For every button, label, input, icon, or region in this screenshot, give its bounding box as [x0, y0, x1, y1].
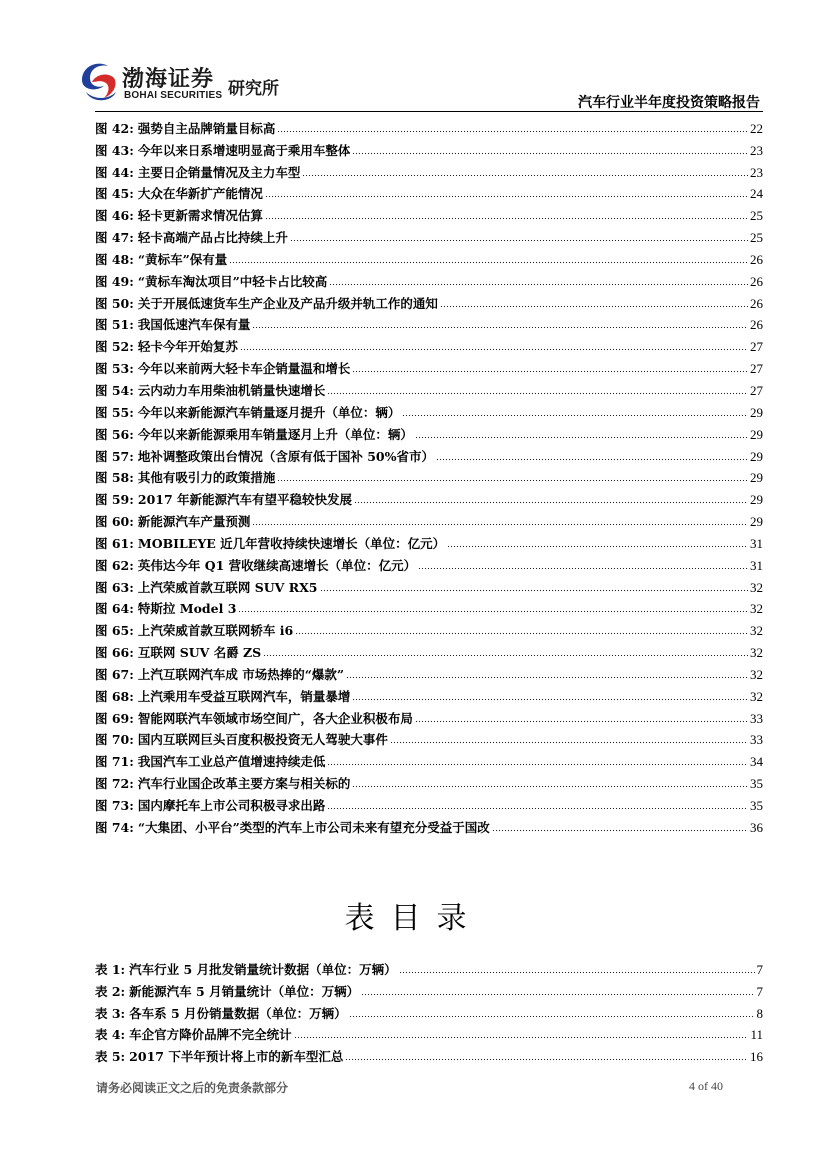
toc-entry-label: 表 1:	[95, 961, 126, 977]
toc-entry-title: 新能源汽车 5 月销量统计（单位：万辆）	[129, 984, 360, 999]
figure-toc-entry[interactable]	[95, 311, 763, 333]
toc-entry-label: 图 47:	[95, 230, 134, 246]
toc-leader-dots	[345, 1058, 748, 1061]
figure-toc-entry[interactable]	[95, 507, 763, 529]
toc-leader-dots	[265, 217, 748, 220]
report-title: 汽车行业半年度投资策略报告	[578, 95, 760, 111]
toc-entry-page: 32	[750, 645, 763, 661]
logo-chinese-name: 渤海证券	[122, 67, 215, 92]
toc-leader-dots	[361, 993, 754, 996]
toc-leader-dots	[277, 130, 748, 133]
toc-leader-dots	[238, 610, 748, 613]
figure-toc-entry[interactable]	[95, 267, 763, 289]
toc-entry-label: 图 73:	[95, 798, 134, 813]
toc-entry-page: 33	[750, 710, 763, 726]
toc-entry-title: 国内互联网巨头百度积极投资无人驾驶大事件	[137, 733, 388, 748]
toc-entry-title: 我国汽车工业总产值增速持续走低	[137, 755, 326, 770]
toc-entry-page: 24	[750, 186, 763, 202]
figure-toc-entry[interactable]	[95, 551, 763, 573]
figure-toc-entry[interactable]	[95, 158, 763, 180]
figure-list	[95, 114, 763, 835]
figure-toc-entry[interactable]	[95, 573, 763, 595]
toc-entry-label: 图 50:	[95, 295, 134, 311]
disclaimer-note: 请务必阅读正文之后的免责条款部分	[96, 1081, 289, 1095]
toc-entry-page: 29	[750, 492, 763, 508]
toc-entry-page: 27	[750, 361, 763, 377]
toc-entry-page: 23	[750, 142, 763, 158]
toc-entry-label: 图 43:	[95, 142, 134, 158]
toc-entry-label: 图 61:	[95, 535, 134, 551]
toc-entry-page: 32	[750, 688, 763, 704]
figure-toc-entry[interactable]	[95, 442, 763, 464]
toc-entry-label: 图 56:	[95, 426, 134, 442]
page-header	[0, 0, 827, 112]
toc-leader-dots	[390, 741, 748, 744]
figure-toc-entry[interactable]	[95, 332, 763, 354]
toc-entry-title: 我国低速汽车保有量	[137, 318, 251, 333]
figure-toc-entry[interactable]	[95, 747, 763, 769]
toc-entry-label: 图 68:	[95, 688, 134, 704]
table-toc-entry[interactable]	[95, 1042, 763, 1064]
toc-leader-dots	[327, 807, 748, 810]
toc-entry-page: 36	[750, 819, 763, 835]
toc-entry-title: 强势自主品牌销量目标高	[137, 121, 276, 136]
toc-entry-label: 图 52:	[95, 339, 134, 355]
toc-entry-title: 轻卡高端产品占比持续上升	[137, 231, 288, 246]
toc-entry-label: 表 2:	[95, 983, 126, 999]
toc-entry-title: 智能网联汽车领域市场空间广，各大企业积极布局	[137, 711, 413, 726]
bohai-logo-icon	[78, 58, 122, 104]
toc-entry-title: 上汽荣威首款互联网 SUV RX5	[137, 580, 318, 595]
toc-leader-dots	[265, 195, 748, 198]
toc-entry-label: 图 65:	[95, 623, 134, 639]
toc-entry-title: 汽车行业 5 月批发销量统计数据（单位：万辆）	[129, 962, 397, 977]
toc-leader-dots	[263, 654, 748, 657]
toc-entry-label: 表 3:	[95, 1005, 126, 1021]
toc-entry-title: 国内摩托车上市公司积极寻求出路	[137, 799, 326, 813]
figure-toc-entry[interactable]	[95, 114, 763, 136]
toc-entry-title: 大众在华新扩产能情况	[137, 187, 263, 202]
toc-leader-dots	[352, 698, 748, 701]
toc-entry-page: 27	[750, 339, 763, 355]
toc-entry-label: 图 74:	[95, 819, 134, 835]
toc-entry-title: 车企官方降价品牌不完全统计	[129, 1028, 292, 1043]
table-list	[95, 955, 763, 1064]
tables-heading: 表目录	[344, 901, 483, 936]
toc-entry-page: 26	[750, 273, 763, 289]
toc-entry-title: 上汽互联网汽车成 市场热捧的“爆款”	[137, 667, 345, 682]
toc-leader-dots	[277, 479, 748, 482]
logo-department: 研究所	[228, 79, 279, 99]
figure-toc-entry[interactable]	[95, 245, 763, 267]
toc-entry-page: 26	[750, 251, 763, 267]
toc-entry-label: 图 55:	[95, 404, 134, 420]
toc-entry-label: 图 58:	[95, 470, 134, 486]
toc-entry-label: 图 71:	[95, 754, 134, 770]
toc-entry-title: MOBILEYE 近几年营收持续快速增长（单位：亿元）	[137, 536, 446, 551]
toc-entry-title: 主要日企销量情况及主力车型	[137, 165, 301, 180]
toc-entry-page: 29	[750, 426, 763, 442]
table-toc-entry[interactable]	[95, 977, 763, 999]
toc-entry-label: 图 51:	[95, 317, 134, 333]
toc-leader-dots	[290, 239, 748, 242]
toc-entry-title: 上汽乘用车受益互联网汽车，销量暴增	[137, 689, 351, 704]
toc-entry-label: 图 66:	[95, 645, 134, 661]
toc-entry-label: 图 49:	[95, 273, 134, 289]
toc-leader-dots	[240, 348, 748, 351]
toc-leader-dots	[295, 632, 748, 635]
figure-toc-entry[interactable]	[95, 464, 763, 486]
toc-entry-label: 图 46:	[95, 208, 134, 224]
toc-entry-title: “大集团、小平台”类型的汽车上市公司未来有望充分受益于国改	[137, 820, 490, 835]
toc-entry-label: 图 63:	[95, 579, 134, 595]
figure-toc-entry[interactable]	[95, 223, 763, 245]
toc-entry-label: 图 62:	[95, 557, 134, 573]
toc-entry-title: 地补调整政策出台情况（含原有低于国补 50%省市）	[137, 449, 435, 464]
toc-entry-page: 34	[750, 754, 763, 770]
figure-toc-entry[interactable]	[95, 791, 763, 813]
toc-entry-page: 25	[750, 230, 763, 246]
toc-entry-page: 7	[756, 983, 763, 999]
toc-leader-dots	[352, 785, 748, 788]
toc-entry-label: 表 4:	[95, 1027, 126, 1043]
toc-entry-title: 今年以来新能源汽车销量逐月提升（单位：辆）	[137, 405, 401, 420]
toc-entry-page: 26	[750, 295, 763, 311]
toc-entry-page: 29	[750, 448, 763, 464]
figure-toc-entry[interactable]	[95, 420, 763, 442]
toc-entry-page: 32	[750, 579, 763, 595]
toc-leader-dots	[399, 971, 755, 974]
figure-toc-entry[interactable]	[95, 769, 763, 791]
toc-entry-title: 英伟达今年 Q1 营收继续高速增长（单位：亿元）	[137, 558, 417, 573]
figure-toc-entry[interactable]	[95, 595, 763, 617]
toc-leader-dots	[320, 589, 749, 592]
toc-entry-page: 33	[750, 732, 763, 748]
toc-entry-label: 图 48:	[95, 251, 134, 267]
figure-toc-entry[interactable]	[95, 660, 763, 682]
toc-entry-page: 7	[756, 961, 763, 977]
toc-leader-dots	[327, 392, 748, 395]
toc-entry-page: 31	[750, 535, 763, 551]
toc-entry-title: 轻卡更新需求情况估算	[137, 209, 263, 224]
toc-leader-dots	[440, 305, 748, 308]
figure-toc-entry[interactable]	[95, 485, 763, 507]
toc-entry-page: 32	[750, 666, 763, 682]
toc-leader-dots	[447, 545, 748, 548]
toc-leader-dots	[346, 676, 748, 679]
figure-toc-entry[interactable]	[95, 704, 763, 726]
toc-leader-dots	[436, 458, 748, 461]
toc-entry-title: 新能源汽车产量预测	[137, 515, 251, 530]
toc-entry-label: 图 59:	[95, 492, 134, 508]
toc-entry-label: 图 64:	[95, 601, 134, 617]
toc-leader-dots	[252, 326, 748, 329]
toc-entry-page: 35	[750, 776, 763, 792]
figure-toc-entry[interactable]	[95, 289, 763, 311]
toc-entry-title: 今年以来日系增速明显高于乘用车整体	[137, 143, 351, 158]
toc-leader-dots	[294, 1036, 749, 1039]
toc-entry-label: 图 72:	[95, 776, 134, 792]
figure-toc-entry[interactable]	[95, 682, 763, 704]
toc-entry-label: 图 42:	[95, 120, 134, 136]
toc-entry-title: 关于开展低速货车生产企业及产品升级并轨工作的通知	[137, 296, 438, 311]
toc-entry-label: 图 69:	[95, 710, 134, 726]
figure-toc-entry[interactable]	[95, 376, 763, 398]
figure-toc-entry[interactable]	[95, 201, 763, 223]
toc-entry-page: 29	[750, 404, 763, 420]
toc-entry-title: 互联网 SUV 名爵 ZS	[137, 646, 262, 661]
logo-english-name: BOHAI SECURITIES	[124, 90, 223, 101]
toc-entry-label: 图 60:	[95, 514, 134, 530]
toc-entry-page: 8	[756, 1005, 763, 1021]
toc-entry-label: 图 45:	[95, 186, 134, 202]
toc-entry-label: 表 5:	[95, 1049, 126, 1065]
toc-entry-page: 22	[750, 120, 763, 136]
table-toc-entry[interactable]	[95, 955, 763, 977]
figure-toc-entry[interactable]	[95, 180, 763, 202]
toc-entry-page: 11	[750, 1027, 763, 1043]
toc-entry-page: 35	[750, 798, 763, 813]
toc-entry-page: 29	[750, 470, 763, 486]
figure-toc-entry[interactable]	[95, 726, 763, 748]
header-divider	[95, 111, 763, 112]
toc-entry-title: “黄标车淘汰项目”中轻卡占比较高	[137, 274, 328, 289]
toc-entry-label: 图 53:	[95, 361, 134, 377]
toc-entry-title: 2017 下半年预计将上市的新车型汇总	[129, 1050, 344, 1065]
toc-entry-label: 图 54:	[95, 382, 134, 398]
toc-leader-dots	[492, 829, 748, 832]
figure-toc-entry[interactable]	[95, 354, 763, 376]
toc-leader-dots	[349, 1015, 755, 1018]
toc-leader-dots	[415, 720, 748, 723]
toc-entry-title: “黄标车”保有量	[137, 252, 228, 267]
toc-entry-title: 汽车行业国企改革主要方案与相关标的	[137, 777, 351, 792]
toc-entry-page: 32	[750, 623, 763, 639]
toc-entry-title: 云内动力车用柴油机销量快速增长	[137, 383, 326, 398]
toc-leader-dots	[402, 414, 748, 417]
toc-entry-page: 26	[750, 317, 763, 333]
toc-entry-page: 25	[750, 208, 763, 224]
toc-entry-title: 上汽荣威首款互联网轿车 i6	[137, 624, 294, 639]
bohai-securities-logo	[78, 58, 328, 108]
toc-entry-title: 今年以来新能源乘用车销量逐月上升（单位：辆）	[137, 427, 413, 442]
toc-entry-page: 31	[750, 557, 763, 573]
toc-entry-title: 今年以来前两大轻卡车企销量温和增长	[137, 362, 351, 377]
toc-entry-title: 其他有吸引力的政策措施	[137, 471, 276, 486]
toc-entry-page: 29	[750, 514, 763, 530]
toc-leader-dots	[252, 523, 748, 526]
figure-toc-entry[interactable]	[95, 398, 763, 420]
toc-leader-dots	[352, 152, 748, 155]
toc-leader-dots	[229, 261, 748, 264]
toc-leader-dots	[352, 370, 748, 373]
toc-entry-page: 16	[750, 1049, 763, 1065]
toc-entry-label: 图 67:	[95, 666, 134, 682]
toc-leader-dots	[354, 501, 748, 504]
toc-leader-dots	[302, 174, 748, 177]
toc-leader-dots	[329, 283, 748, 286]
toc-entry-label: 图 57:	[95, 448, 134, 464]
page-number: 4 of 40	[689, 1079, 723, 1093]
figure-toc-entry[interactable]	[95, 616, 763, 638]
figure-toc-entry[interactable]	[95, 638, 763, 660]
toc-leader-dots	[327, 763, 748, 766]
toc-leader-dots	[418, 567, 748, 570]
toc-entry-title: 2017 年新能源汽车有望平稳较快发展	[137, 493, 353, 508]
toc-entry-label: 图 44:	[95, 164, 134, 180]
figure-toc-entry[interactable]	[95, 529, 763, 551]
figure-toc-entry[interactable]	[95, 136, 763, 158]
table-toc-entry[interactable]	[95, 1021, 763, 1043]
figure-toc-entry[interactable]	[95, 813, 763, 835]
toc-entry-page: 27	[750, 382, 763, 398]
toc-leader-dots	[415, 436, 748, 439]
toc-entry-title: 特斯拉 Model 3	[137, 602, 237, 617]
toc-entry-title: 各车系 5 月份销量数据（单位：万辆）	[129, 1006, 347, 1021]
toc-entry-page: 32	[750, 601, 763, 617]
table-toc-entry[interactable]	[95, 999, 763, 1021]
toc-entry-label: 图 70:	[95, 732, 134, 748]
toc-entry-page: 23	[750, 164, 763, 180]
toc-entry-title: 轻卡今年开始复苏	[137, 340, 238, 355]
